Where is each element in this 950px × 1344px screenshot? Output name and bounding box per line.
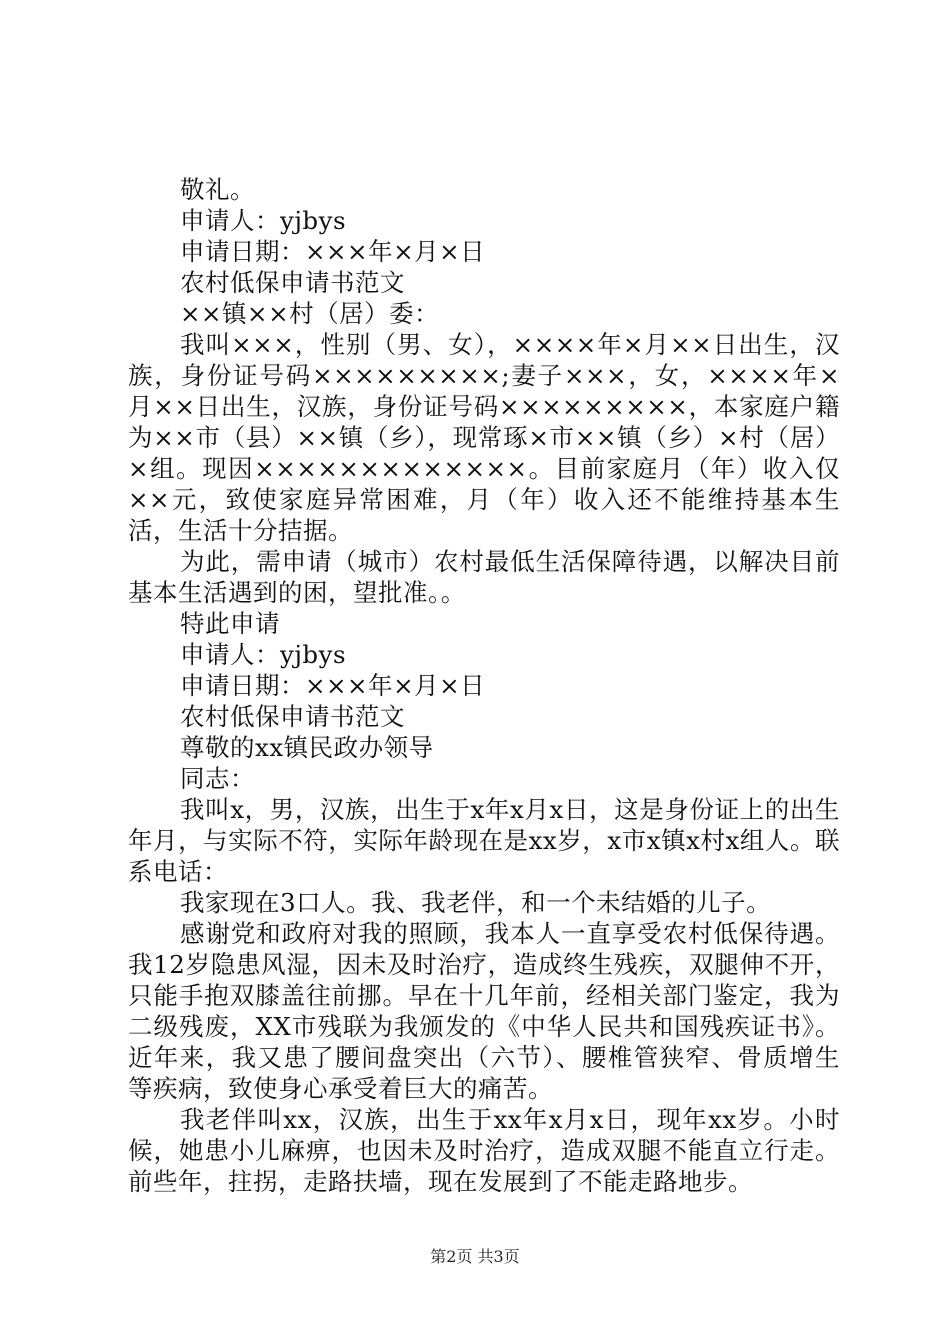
section-title: 农村低保申请书范文 <box>180 268 405 297</box>
applicant-line: 申请人：yjbys <box>180 206 347 235</box>
addressee-line: ××镇××村（居）委： <box>180 299 440 328</box>
closing-line: 特此申请 <box>180 609 280 638</box>
addressee-line: 尊敬的xx镇民政办领导 <box>180 733 434 762</box>
page-number: 第2页 共3页 <box>430 1247 520 1266</box>
application-date-line: 申请日期：×××年×月×日 <box>180 671 486 700</box>
addressee-line: 同志： <box>180 764 255 793</box>
body-paragraph: 感谢党和政府对我的照顾，我本人一直享受农村低保待遇。我12岁隐患风湿，因未及时治疗，造成终生残疾，双腿伸不开，只能手抱双膝盖往前挪。早在十几年前，经相关部门鉴定，我为二级残废，XX市残联为我颁发的《中华人民共和国残疾证书》。近年来，我又患了腰间盘突出（六节）、腰椎管狭窄、骨质增生等疾病，致使身心承受着巨大的痛苦。 <box>128 919 840 1103</box>
applicant-line: 申请人：yjbys <box>180 640 347 669</box>
body-paragraph: 我叫x，男，汉族，出生于x年x月x日，这是身份证上的出生年月，与实际不符，实际年龄现在是xx岁，x市x镇x村x组人。联系电话： <box>128 795 840 886</box>
application-date-line: 申请日期：×××年×月×日 <box>180 237 486 266</box>
body-paragraph: 为此，需申请（城市）农村最低生活保障待遇，以解决目前基本生活遇到的困，望批准。。 <box>128 547 840 607</box>
body-paragraph: 我叫×××，性别（男、女），××××年×月××日出生，汉族，身份证号码×××××××××;妻子×××，女，××××年×月××日出生，汉族，身份证号码×××××××××，本家庭户籍为××市（县）××镇（乡），现常琢×市××镇（乡）×村（居）×组。现因×××××××××××××。目前家庭月（年）收入仅××元，致使家庭异常困难，月（年）收入还不能维持基本生活，生活十分拮据。 <box>128 330 841 545</box>
section-title: 农村低保申请书范文 <box>180 702 405 731</box>
document-body <box>128 174 840 1197</box>
body-paragraph: 我家现在3口人。我、我老伴，和一个未结婚的儿子。 <box>180 888 772 917</box>
closing-salutation: 敬礼。 <box>180 175 255 204</box>
body-paragraph: 我老伴叫xx，汉族，出生于xx年x月x日，现年xx岁。小时候，她患小儿麻痹，也因未及时治疗，造成双腿不能直立行走。前些年，拄拐，走路扶墙，现在发展到了不能走路地步。 <box>128 1105 840 1196</box>
page-footer <box>0 1244 950 1267</box>
